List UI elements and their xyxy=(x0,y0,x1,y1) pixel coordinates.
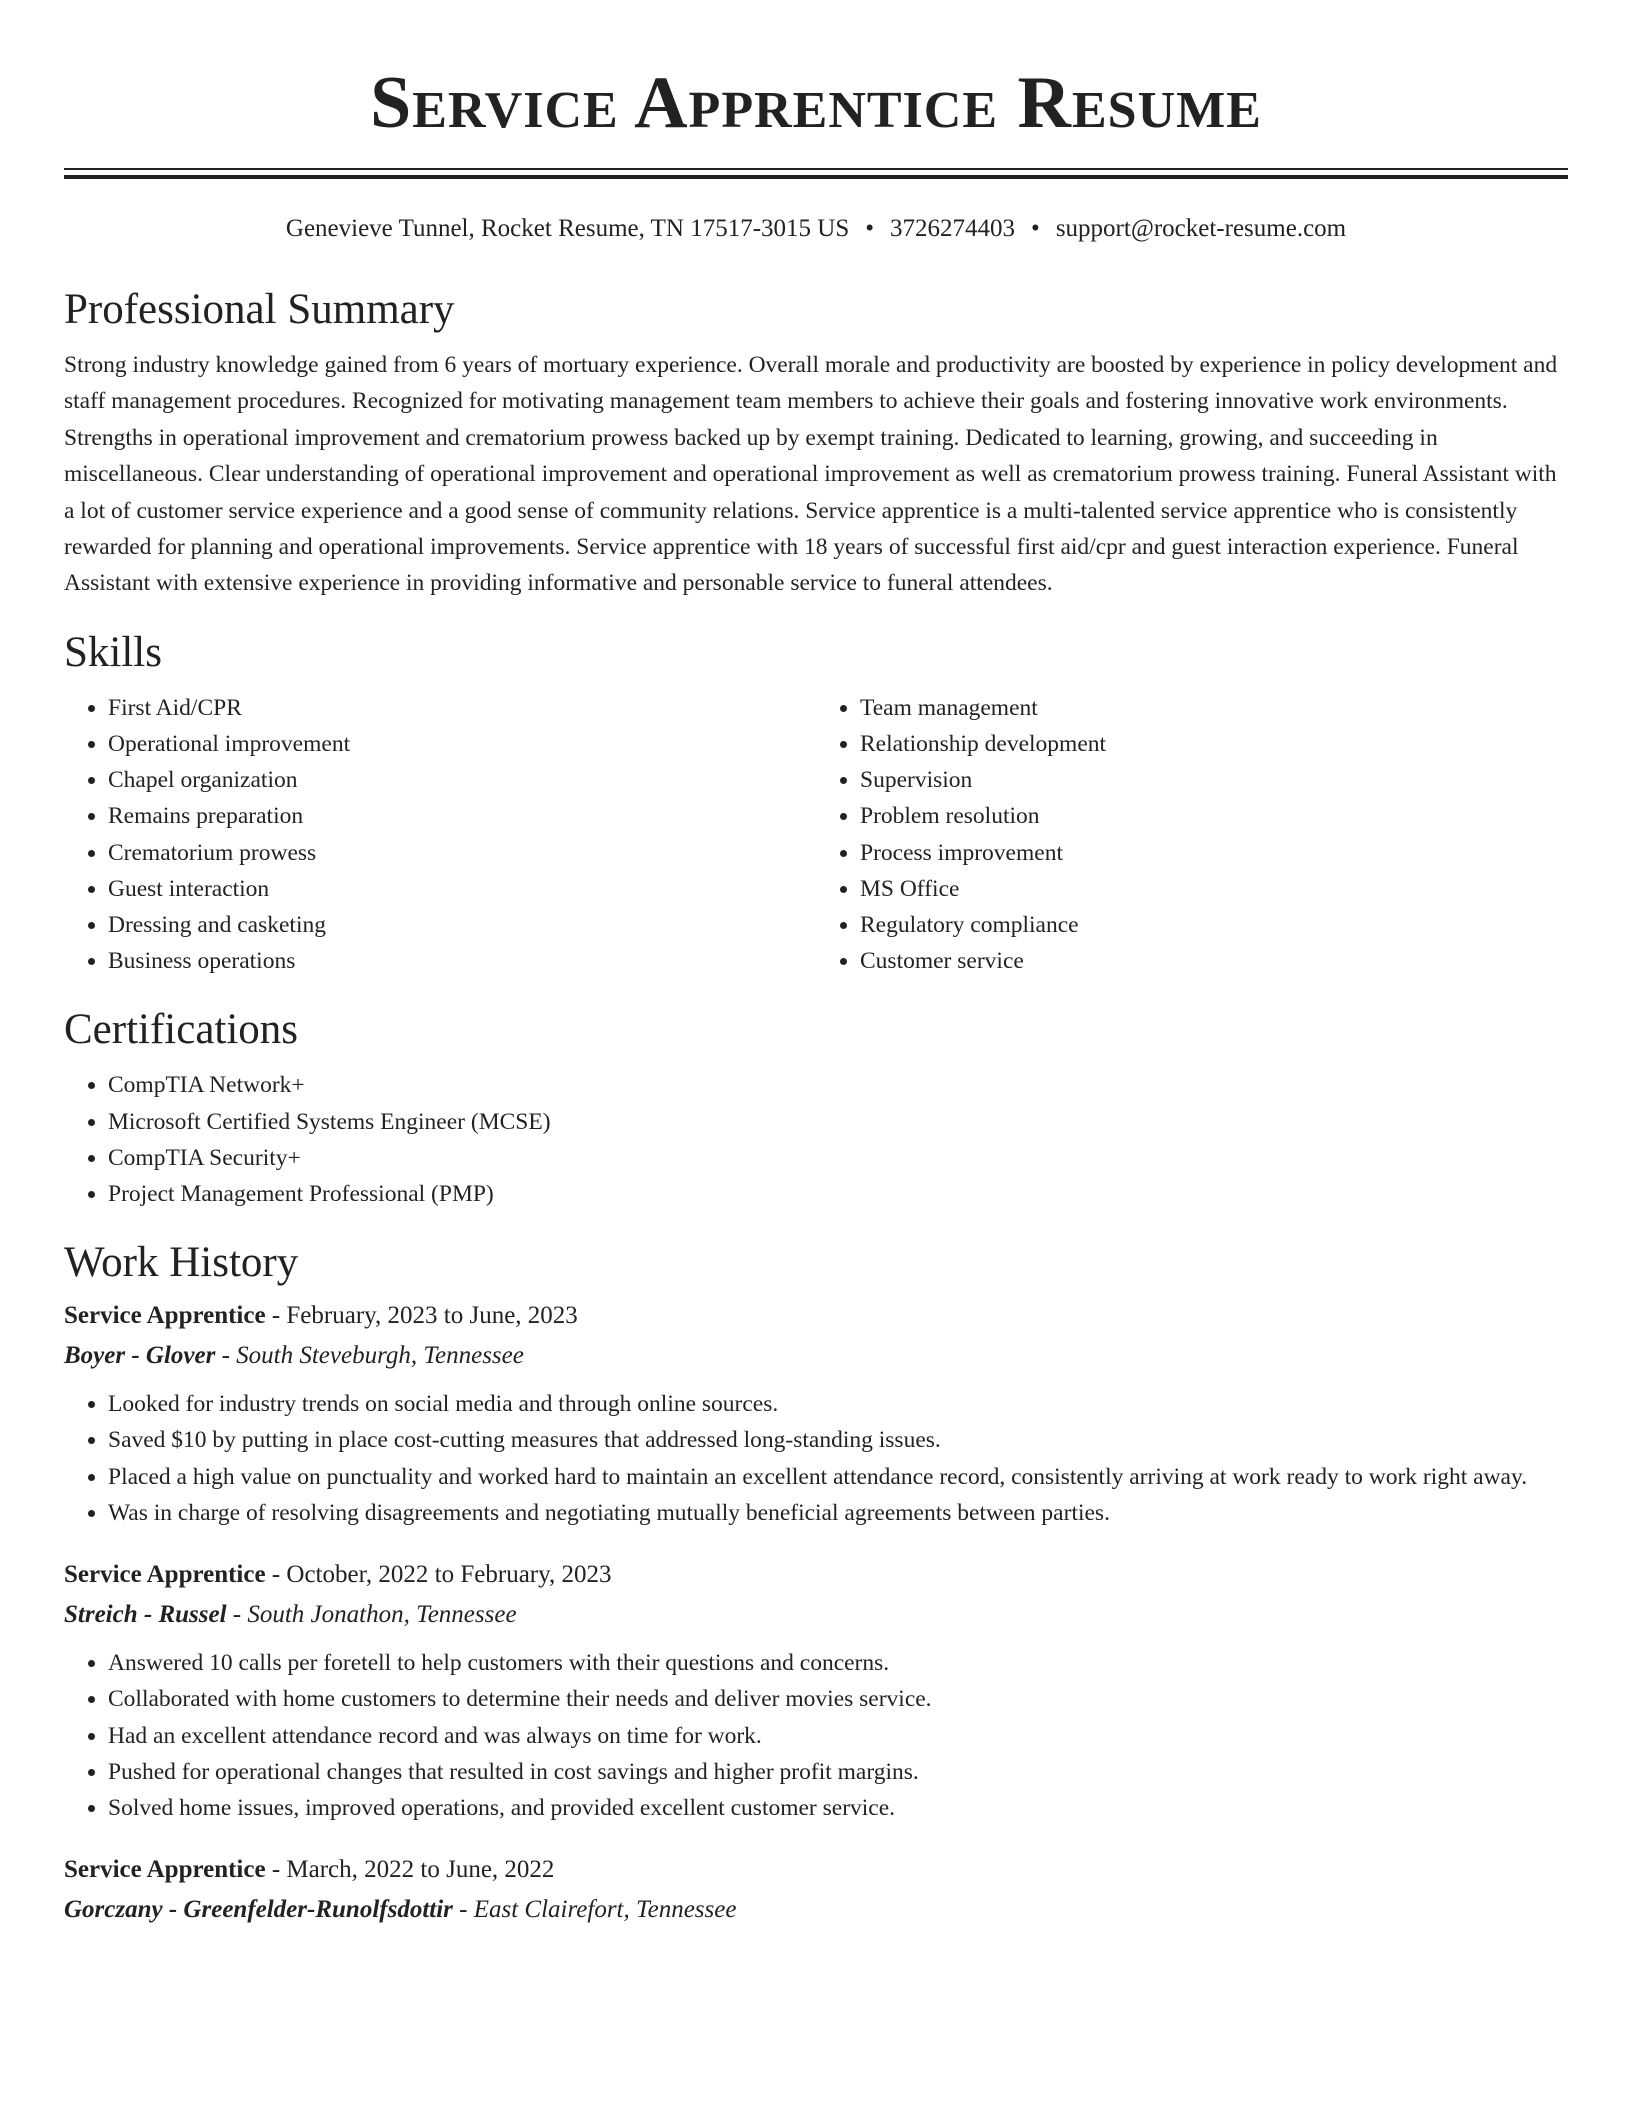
certifications-heading: Certifications xyxy=(64,1006,299,1054)
job-location: - South Jonathon, Tennessee xyxy=(226,1601,517,1629)
title-divider xyxy=(64,168,1568,179)
job-entry xyxy=(64,1555,1568,1826)
job-bullet: • Answered 10 calls per foretell to help customers with their questions and concerns. xyxy=(108,1645,1568,1681)
skill-item: • Chapel organization xyxy=(108,762,816,798)
work-history-list xyxy=(64,1296,1568,1930)
job-bullet: • Collaborated with home customers to determine their needs and deliver movies service. xyxy=(108,1681,1568,1717)
skill-item: • Business operations xyxy=(108,943,816,979)
skills-column-left xyxy=(64,690,816,980)
summary-heading: Professional Summary xyxy=(64,286,455,333)
job-header xyxy=(64,1555,1568,1595)
job-title: Service Apprentice xyxy=(64,1302,266,1330)
contact-separator: • xyxy=(1031,215,1040,242)
skill-item: • Supervision xyxy=(860,762,1568,798)
job-location: - South Steveburgh, Tennessee xyxy=(215,1342,524,1370)
certification-item: • Microsoft Certified Systems Engineer (MCSE) xyxy=(108,1104,1568,1140)
job-bullet: • Had an excellent attendance record and was always on time for work. xyxy=(108,1718,1568,1754)
job-dates: - October, 2022 to February, 2023 xyxy=(265,1561,612,1589)
job-title: Service Apprentice xyxy=(64,1561,266,1589)
job-bullet: • Was in charge of resolving disagreements and negotiating mutually beneficial agreements between parties. xyxy=(108,1495,1568,1531)
contact-line xyxy=(64,213,1568,245)
job-bullet: • Solved home issues, improved operations, and provided excellent customer service. xyxy=(108,1790,1568,1826)
job-header xyxy=(64,1850,1568,1890)
certification-item: • Project Management Professional (PMP) xyxy=(108,1176,1568,1212)
contact-address: Genevieve Tunnel, Rocket Resume, TN 17517-3015 US xyxy=(285,215,850,242)
certifications-list xyxy=(64,1067,1568,1212)
job-bullet: • Pushed for operational changes that resulted in cost savings and higher profit margins. xyxy=(108,1754,1568,1790)
certification-item: • CompTIA Security+ xyxy=(108,1140,1568,1176)
job-bullet: • Saved $10 by putting in place cost-cutting measures that addressed long-standing issues. xyxy=(108,1422,1568,1458)
job-bullet: • Looked for industry trends on social media and through online sources. xyxy=(108,1386,1568,1422)
job-entry xyxy=(64,1850,1568,1930)
job-title: Service Apprentice xyxy=(64,1856,266,1884)
resume-title: Service Apprentice Resume xyxy=(370,62,1262,144)
contact-phone: 3726274403 xyxy=(890,215,1016,242)
contact-separator: • xyxy=(865,215,875,242)
job-bullets xyxy=(64,1645,1568,1826)
job-company: Streich - Russel xyxy=(64,1601,227,1629)
skill-item: • Regulatory compliance xyxy=(860,907,1568,943)
job-location: - East Clairefort, Tennessee xyxy=(452,1896,737,1924)
skill-item: • Dressing and casketing xyxy=(108,907,816,943)
skills-column-right xyxy=(816,690,1568,980)
skill-item: • Problem resolution xyxy=(860,798,1568,834)
skills-list xyxy=(64,690,1568,980)
skill-item: • Crematorium prowess xyxy=(108,835,816,871)
certification-item: • CompTIA Network+ xyxy=(108,1067,1568,1103)
job-company: Boyer - Glover xyxy=(64,1342,216,1370)
job-entry xyxy=(64,1296,1568,1531)
job-header xyxy=(64,1296,1568,1336)
skill-item: • Guest interaction xyxy=(108,871,816,907)
job-company: Gorczany - Greenfelder-Runolfsdottir xyxy=(64,1896,453,1924)
skill-item: • Customer service xyxy=(860,943,1568,979)
skills-heading: Skills xyxy=(64,628,162,676)
job-bullets xyxy=(64,1386,1568,1531)
job-employer xyxy=(64,1336,1568,1376)
job-employer xyxy=(64,1890,1568,1930)
skill-item: • First Aid/CPR xyxy=(108,690,816,726)
job-employer xyxy=(64,1595,1568,1635)
job-bullet: • Placed a high value on punctuality and worked hard to maintain an excellent attendance record, consistently arriving at work ready to work right away. xyxy=(108,1459,1568,1495)
contact-email: support@rocket-resume.com xyxy=(1055,215,1347,242)
skill-item: • Process improvement xyxy=(860,835,1568,871)
skill-item: • MS Office xyxy=(860,871,1568,907)
skill-item: • Relationship development xyxy=(860,726,1568,762)
job-dates: - February, 2023 to June, 2023 xyxy=(265,1302,578,1330)
summary-text: Strong industry knowledge gained from 6 years of mortuary experience. Overall morale and productivity are boosted by experience in policy development and staff management procedures. Recognized for motivating management team members to achieve their goals and fostering innovative work environments. Strengths in operational improvement and crematorium prowess backed up by exempt training. Dedicated to learning, growing, and succeeding in miscellaneous. Clear understanding of operational improvement and operational improvement as well as crematorium prowess training. Funeral Assistant with a lot of customer service experience and a good sense of community relations. Service apprentice is a multi-talented service apprentice who is consistently rewarded for planning and operational improvements. Service apprentice with 18 years of successful first aid/cpr and guest interaction experience. Funeral Assistant with extensive experience in providing informative and personable service to funeral attendees. xyxy=(64,352,1558,597)
work-heading: Work History xyxy=(64,1239,299,1287)
skill-item: • Operational improvement xyxy=(108,726,816,762)
skill-item: • Team management xyxy=(860,690,1568,726)
job-dates: - March, 2022 to June, 2022 xyxy=(265,1856,555,1884)
skill-item: • Remains preparation xyxy=(108,798,816,834)
